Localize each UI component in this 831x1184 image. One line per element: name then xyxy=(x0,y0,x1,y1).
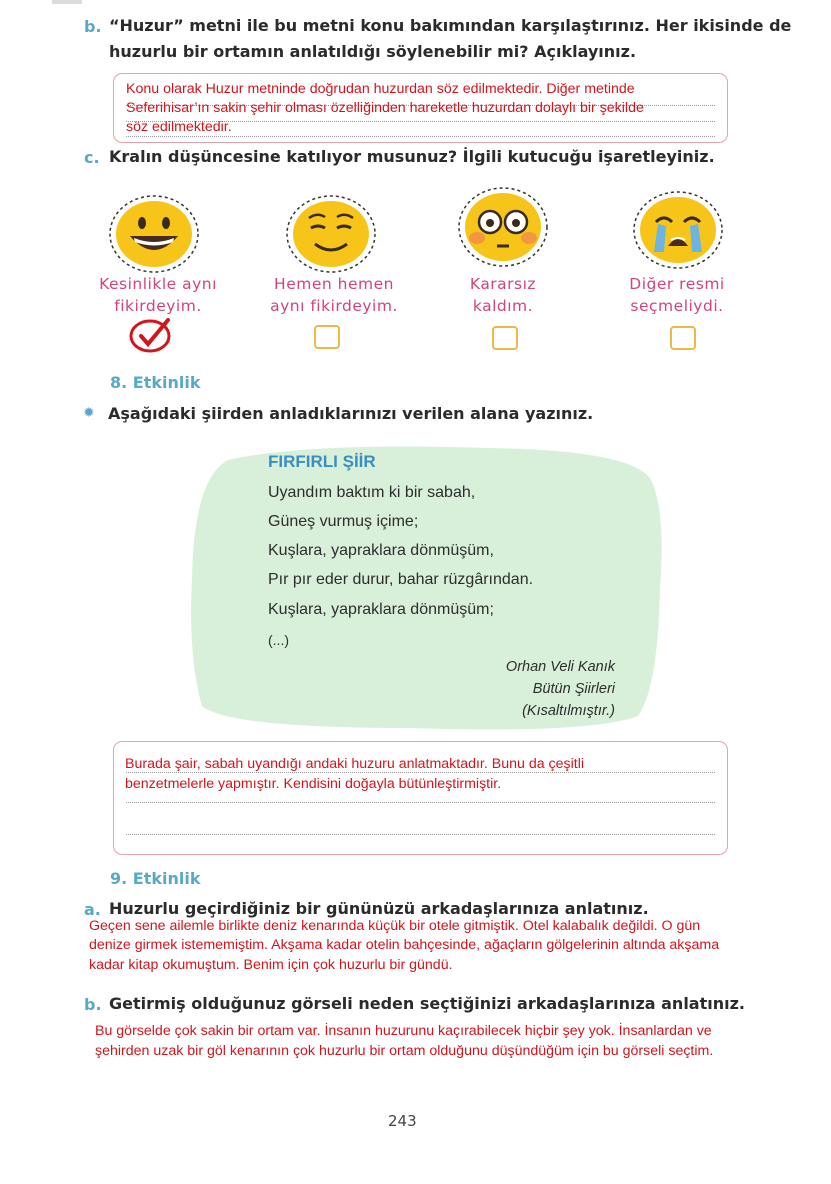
answer-b-line2: Seferihisar’ın sakin şehir olması özelliğinden hareketle huzurdan dolaylı bir şekilde xyxy=(126,100,644,116)
poem-book: Bütün Şiirleri xyxy=(532,681,615,697)
activity-8-instruction: Aşağıdaki şiirden anladıklarınızı verilen alana yazınız. xyxy=(108,404,594,423)
option-4-label: Diğer resmi seçmeliydi. xyxy=(629,275,725,315)
question-b-line2: huzurlu bir ortamın anlatıldığı söylenebilir mi? Açıklayınız. xyxy=(109,42,637,61)
question-c-letter: c. xyxy=(84,148,100,167)
top-tab xyxy=(52,0,82,4)
answer-b-line3: söz edilmektedir. xyxy=(126,119,232,135)
activity-9-b-text: Getirmiş olduğunuz görseli neden seçtiğinizi arkadaşlarınıza anlatınız. xyxy=(109,994,745,1013)
poem-line-1: Uyandım baktım ki bir sabah, xyxy=(268,484,476,501)
activity-9-a-letter: a. xyxy=(84,900,101,919)
option-3-label: Kararsız kaldım. xyxy=(469,275,537,315)
poem-author: Orhan Veli Kanık xyxy=(505,659,615,675)
poem-title: FIRFIRLI ŞİİR xyxy=(268,452,376,471)
activity-9-a-answer-2: denize girmek istememiştim. Akşama kadar otelin bahçesinde, ağaçların gölgelerinin altında akşama xyxy=(89,937,720,953)
poem-line-6: (...) xyxy=(268,632,289,648)
poem-line-2: Güneş vurmuş içime; xyxy=(268,513,419,530)
question-b-line1: “Huzur” metni ile bu metni konu bakımından karşılaştırınız. Her ikisinde de xyxy=(109,16,792,35)
smiling-face-icon xyxy=(283,194,379,274)
poem-note: (Kısaltılmıştır.) xyxy=(522,703,615,719)
answer-box-activity-8[interactable] xyxy=(113,741,728,855)
question-c-text: Kralın düşüncesine katılıyor musunuz? İlgili kutucuğu işaretleyiniz. xyxy=(109,147,715,166)
checkbox-option-2[interactable] xyxy=(314,325,340,349)
option-1-label: Kesinlikle aynı fikirdeyim. xyxy=(99,275,217,315)
answer-b-line1: Konu olarak Huzur metninde doğrudan huzurdan söz edilmektedir. Diğer metinde xyxy=(126,81,635,97)
star-bullet-icon: ✹ xyxy=(83,405,95,421)
activity-9-a-text: Huzurlu geçirdiğiniz bir gününüzü arkadaşlarınıza anlatınız. xyxy=(109,899,649,918)
question-b-letter: b. xyxy=(84,17,102,36)
option-2-label: Hemen hemen aynı fikirdeyim. xyxy=(270,275,398,315)
checkbox-option-3[interactable] xyxy=(492,326,518,350)
checkbox-option-4[interactable] xyxy=(670,326,696,350)
activity-8-title: 8. Etkinlik xyxy=(110,373,201,392)
grinning-face-icon xyxy=(106,194,202,274)
poem-line-5: Kuşlara, yapraklara dönmüşüm; xyxy=(268,601,494,618)
answer-8-line2: benzetmelerle yapmıştır. Kendisini doğayla bütünleştirmiştir. xyxy=(125,776,502,792)
activity-9-b-answer-1: Bu görselde çok sakin bir ortam var. İnsanın huzurunu kaçırabilecek hiçbir şey yok. İnsanlardan ve xyxy=(95,1023,712,1039)
activity-9-a-answer-1: Geçen sene ailemle birlikte deniz kenarında küçük bir otele gitmiştik. Otel kalabalık değildi. O gün xyxy=(89,918,701,934)
activity-9-a-answer-3: kadar kitap okumuştum. Benim için çok huzurlu bir gündü. xyxy=(89,957,453,973)
activity-9-b-letter: b. xyxy=(84,995,102,1014)
activity-9-title: 9. Etkinlik xyxy=(110,869,201,888)
page-number: 243 xyxy=(388,1112,417,1130)
activity-9-b-answer-2: şehirden uzak bir göl kenarının çok huzurlu bir ortam olduğunu düşündüğüm için bu görseli seçtim. xyxy=(95,1043,714,1059)
answer-8-line1: Burada şair, sabah uyandığı andaki huzuru anlatmaktadır. Bunu da çeşitli xyxy=(125,756,585,772)
flushed-face-icon xyxy=(455,186,551,268)
crying-face-icon xyxy=(630,190,726,270)
poem-line-4: Pır pır eder durur, bahar rüzgârından. xyxy=(268,571,534,588)
checkbox-option-1-checked[interactable] xyxy=(128,316,174,354)
poem-line-3: Kuşlara, yapraklara dönmüşüm, xyxy=(268,542,494,559)
answer-box-b[interactable] xyxy=(113,73,728,143)
